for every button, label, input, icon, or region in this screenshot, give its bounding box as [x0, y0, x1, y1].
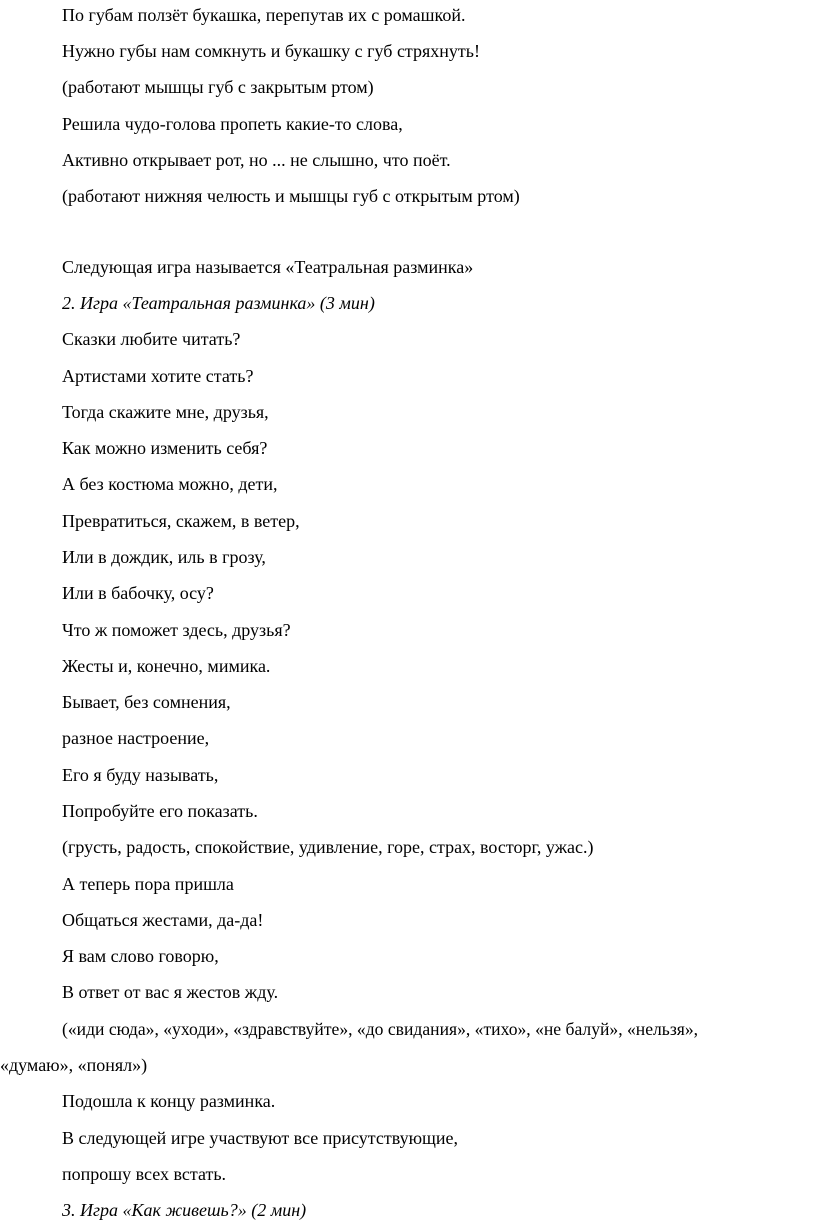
- text-line: Общаться жестами, да-да!: [62, 910, 264, 930]
- text-line: Тогда скажите мне, друзья,: [62, 402, 269, 422]
- text-line: попрошу всех встать.: [62, 1164, 227, 1184]
- text-line: А без костюма можно, дети,: [62, 474, 278, 494]
- text-line: В ответ от вас я жестов жду.: [62, 982, 279, 1002]
- text-line: Артистами хотите стать?: [62, 366, 254, 386]
- text-line: (грусть, радость, спокойствие, удивление, горе, страх, восторг, ужас.): [62, 837, 594, 857]
- text-line: разное настроение,: [62, 728, 210, 748]
- section-heading: 3. Игра «Как живешь?» (2 мин): [62, 1200, 307, 1220]
- text-line: Сказки любите читать?: [62, 329, 241, 349]
- text-line: Попробуйте его показать.: [62, 801, 258, 821]
- text-line: (работают нижняя челюсть и мышцы губ с открытым ртом): [62, 186, 520, 206]
- text-line: Или в бабочку, осу?: [62, 583, 214, 603]
- text-line: Подошла к концу разминка.: [62, 1091, 276, 1111]
- text-line: Его я буду называть,: [62, 765, 219, 785]
- text-line: Нужно губы нам сомкнуть и букашку с губ стряхнуть!: [62, 41, 480, 61]
- text-line: Решила чудо-голова пропеть какие-то слова,: [62, 114, 403, 134]
- text-line: Превратиться, скажем, в ветер,: [62, 511, 300, 531]
- text-line: Как можно изменить себя?: [62, 438, 268, 458]
- text-line: Активно открывает рот, но ... не слышно, что поёт.: [62, 150, 451, 170]
- text-line: В следующей игре участвуют все присутствующие,: [62, 1128, 459, 1148]
- text-line: Жесты и, конечно, мимика.: [62, 656, 271, 676]
- text-line: Что ж поможет здесь, друзья?: [62, 620, 291, 640]
- section-heading: 2. Игра «Театральная разминка» (3 мин): [62, 293, 375, 313]
- text-line: А теперь пора пришла: [62, 874, 234, 894]
- text-line: («иди сюда», «уходи», «здравствуйте», «до свидания», «тихо», «не балуй», «нельзя»,: [62, 1019, 699, 1039]
- text-line: Бывает, без сомнения,: [62, 692, 231, 712]
- text-line: «думаю», «понял»): [0, 1055, 148, 1075]
- text-line: Следующая игра называется «Театральная разминка»: [62, 257, 474, 277]
- text-line: По губам ползёт букашка, перепутав их с ромашкой.: [62, 5, 466, 25]
- text-line: Или в дождик, иль в грозу,: [62, 547, 266, 567]
- text-line: Я вам слово говорю,: [62, 946, 219, 966]
- text-line: (работают мышцы губ с закрытым ртом): [62, 77, 374, 97]
